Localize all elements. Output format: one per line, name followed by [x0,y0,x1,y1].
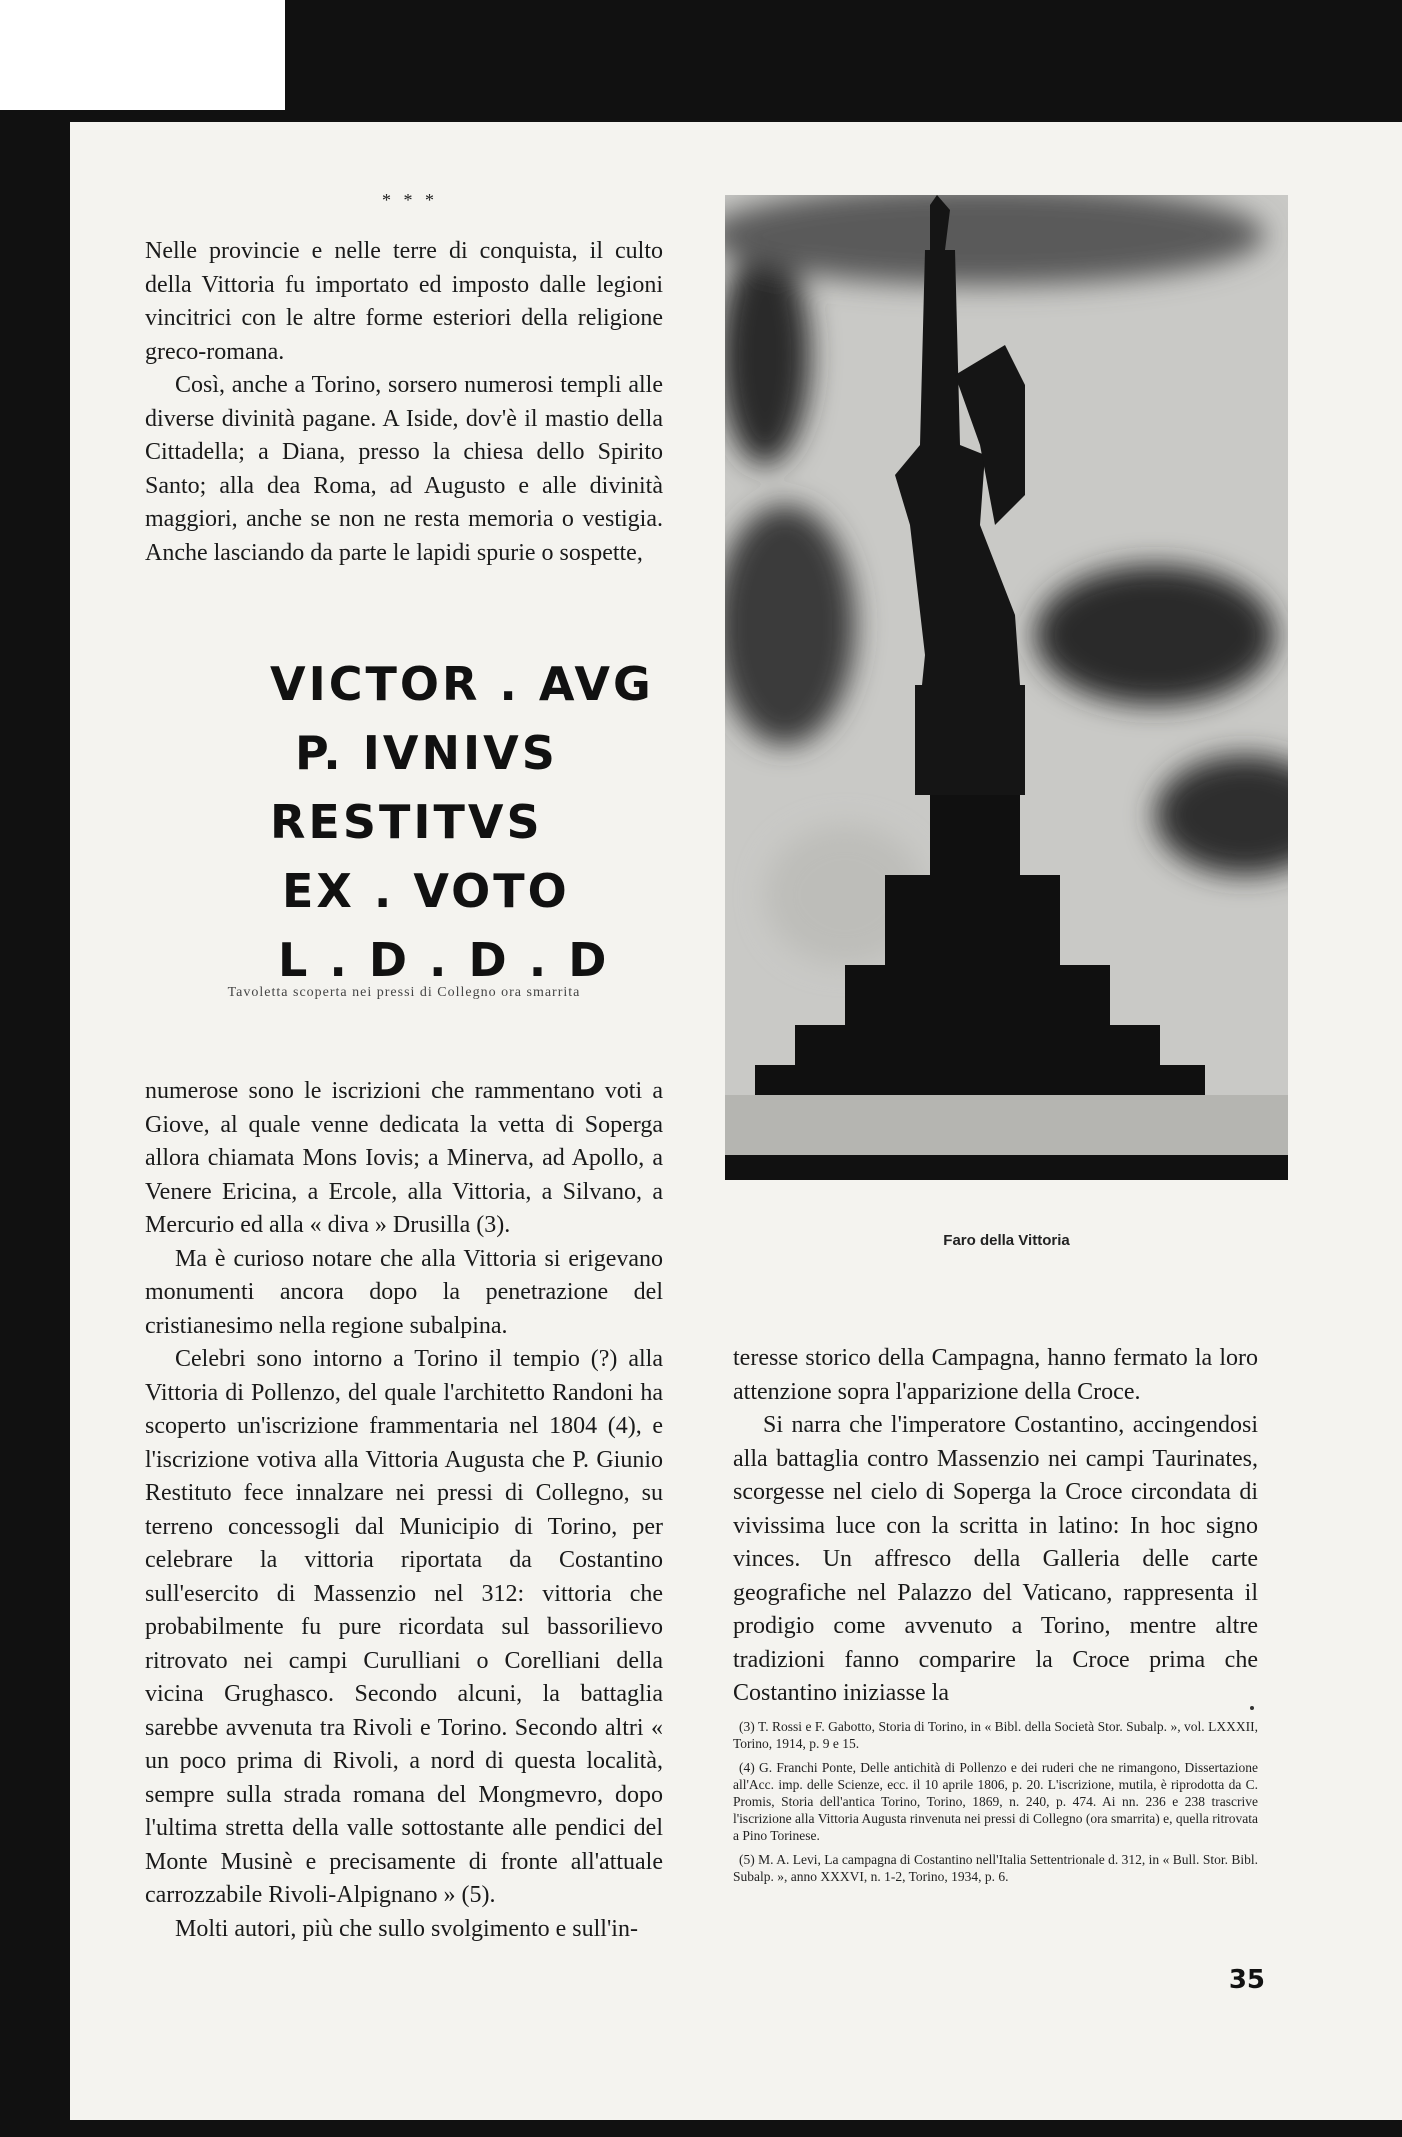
scan-bottom-edge [0,2120,1402,2137]
scan-margin [0,0,285,110]
footnote: (5) M. A. Levi, La campagna di Costantino nell'Italia Settentrionale d. 312, in « Bull. Stor. Bibl. Subalp. », anno XXXVI, n. 1-2, Torino, 1934, p. 6. [733,1852,1258,1884]
book-spine-shadow [56,110,70,2137]
footnotes [733,1718,1258,1892]
paragraph: Nelle provincie e nelle terre di conquista, il culto della Vittoria fu importato ed imposto dalle legioni vincitrici con le altre forme esteriori della religione greco-romana. [145,238,663,365]
footnote: (4) G. Franchi Ponte, Delle antichità di Pollenzo e dei ruderi che ne rimangono, Dissertazione all'Acc. imp. delle Scienze, ecc. il 10 aprile 1806, p. 20. L'iscrizione, mutila, è riprodotta da C. Promis, Storia dell'antica Torino, Torino, 1869, n. 240, p. 474. Ai nn. 236 e 238 trascrive l'iscrizione alla Vittoria Augusta rinvenuta nei pressi di Collegno (ora smarrita) e, quella ritrovata a Pino Torinese. [733,1760,1258,1843]
paragraph: Ma è curioso notare che alla Vittoria si erigevano monumenti ancora dopo la penetrazione del cristianesimo nella regione subalpina. [145,1245,663,1339]
paragraph: Si narra che l'imperatore Costantino, accingendosi alla battaglia contro Massenzio nei campi Taurinates, scorgesse nel cielo di Soperga la Croce circondata di vivissima luce con la scritta in latino: In hoc signo vinces. Un affresco della Galleria delle carte geografiche nel Palazzo del Vaticano, rappresenta il prodigio come avvenuto a Torino, mentre altre tradizioni fanno comparire la Croce prima che Costantino iniziasse la [733,1412,1258,1706]
page-number: 35 [1228,1965,1265,1995]
photo-caption: Faro della Vittoria [943,1232,1070,1249]
statue-photograph [725,195,1288,1180]
paragraph: Molti autori, più che sullo svolgimento e sull'in- [175,1915,638,1942]
inscription-line: RESTITVS [270,795,543,849]
section-ornament: * * * [382,190,438,210]
paragraph: Così, anche a Torino, sorsero numerosi templi alle diverse divinità pagane. A Iside, dov'è il mastio della Cittadella; a Diana, presso la chiesa dello Spirito Santo; alla dea Roma, ad Augusto e alle divinità maggiori, anche se non ne resta memoria o vestigia. Anche lasciando da parte le lapidi spurie o sospette, [145,372,663,566]
latin-inscription [270,650,654,995]
footnote: (3) T. Rossi e F. Gabotto, Storia di Torino, in « Bibl. della Società Stor. Subalp. », vol. LXXXII, Torino, 1914, p. 9 e 15. [733,1719,1258,1751]
paragraph: teresse storico della Campagna, hanno fermato la loro attenzione sopra l'apparizione della Croce. [733,1345,1258,1405]
left-column-bottom [145,1075,663,1946]
inscription-line: L . D . D . D [278,933,610,987]
left-column-top [145,235,663,570]
inscription-caption: Tavoletta scoperta nei pressi di Collegno ora smarrita [227,985,581,1000]
inscription-line: VICTOR . AVG [270,657,654,711]
paragraph: Celebri sono intorno a Torino il tempio (?) alla Vittoria di Pollenzo, del quale l'architetto Randoni ha scoperto un'iscrizione frammentaria nel 1804 (4), e l'iscrizione votiva alla Vittoria Augusta che P. Giunio Restituto fece innalzare nei pressi di Collegno, su terreno concessogli dal Municipio di Torino, per celebrare la vittoria riportata da Costantino sull'esercito di Massenzio nel 312: vittoria che probabilmente fu pure ricordata sul bassorilievo ritrovato nei campi Curulliani o Corelliani della vicina Grughasco. Secondo alcuni, la battaglia sarebbe avvenuta tra Rivoli e Torino. Secondo altri « un poco prima di Rivoli, a nord di questa località, sempre sulla strada romana del Mongmevro, dopo l'ultima stretta della valle sottostante alle pendici del Monte Musinè e precisamente di fronte all'attuale carrozzabile Rivoli-Alpignano » (5). [145,1346,663,1908]
inscription-line: P. IVNIVS [295,726,558,780]
paragraph: numerose sono le iscrizioni che rammentano voti a Giove, al quale venne dedicata la vetta di Soperga allora chiamata Mons Iovis; a Minerva, ad Apollo, a Venere Ericina, a Ercole, alla Vittoria, a Silvano, a Mercurio ed alla « diva » Drusilla (3). [145,1078,663,1238]
inscription-line: EX . VOTO [282,864,570,918]
right-column-text [733,1342,1258,1711]
footnote-marker-dot [1250,1706,1254,1710]
